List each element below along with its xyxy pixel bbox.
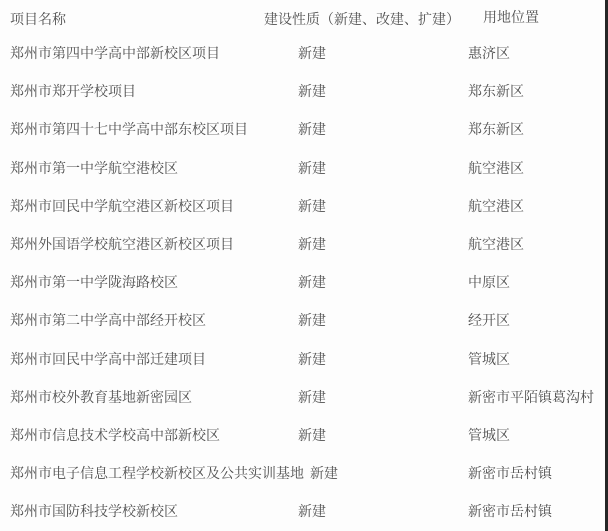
construction-nature-cell: 新建 [298, 312, 326, 329]
project-name-cell: 郑州外国语学校航空港区新校区项目 [10, 236, 234, 253]
project-name-cell: 郑州市第一中学陇海路校区 [10, 274, 178, 291]
land-location-cell: 郑东新区 [468, 121, 524, 138]
construction-nature-cell: 新建 [298, 45, 326, 62]
construction-nature-cell: 新建 [298, 159, 326, 176]
land-location-cell: 中原区 [468, 274, 510, 291]
table-header-row [0, 0, 605, 34]
table-row [0, 492, 605, 530]
table-row [0, 187, 605, 225]
construction-nature-cell: 新建 [298, 274, 326, 291]
column-header-project-name: 项目名称 [10, 11, 66, 27]
column-header-construction-nature: 建设性质（新建、改建、扩建） [264, 11, 460, 27]
land-location-cell: 航空港区 [468, 236, 524, 253]
land-location-cell: 航空港区 [468, 197, 524, 214]
project-name-cell: 郑州市第二中学高中部经开校区 [10, 312, 206, 329]
land-location-cell: 航空港区 [468, 159, 524, 176]
table-row [0, 378, 605, 416]
construction-nature-cell: 新建 [310, 465, 338, 482]
construction-nature-cell: 新建 [298, 388, 326, 405]
land-location-cell: 新密市岳村镇 [468, 465, 552, 482]
project-name-cell: 郑州市校外教育基地新密园区 [10, 388, 192, 405]
construction-nature-cell: 新建 [298, 83, 326, 100]
table-body [0, 34, 605, 530]
table-row [0, 225, 605, 263]
project-name-cell: 郑州市回民中学航空港区新校区项目 [10, 197, 234, 214]
table-row [0, 340, 605, 378]
table-row [0, 263, 605, 301]
land-location-cell: 新密市平陌镇葛沟村 [468, 388, 594, 405]
table-row [0, 34, 605, 72]
table-row [0, 301, 605, 339]
construction-nature-cell: 新建 [298, 121, 326, 138]
land-location-cell: 惠济区 [468, 45, 510, 62]
land-location-cell: 新密市岳村镇 [468, 503, 552, 520]
land-location-cell: 管城区 [468, 350, 510, 367]
project-name-cell: 郑州市第一中学航空港校区 [10, 159, 178, 176]
construction-nature-cell: 新建 [298, 197, 326, 214]
project-name-cell: 郑州市信息技术学校高中部新校区 [10, 426, 220, 443]
land-location-cell: 管城区 [468, 426, 510, 443]
table-row [0, 149, 605, 187]
project-name-cell: 郑州市第四十七中学高中部东校区项目 [10, 121, 248, 138]
project-name-cell: 郑州市回民中学高中部迁建项目 [10, 350, 206, 367]
project-name-cell: 郑州市第四中学高中部新校区项目 [10, 45, 220, 62]
table-row [0, 454, 605, 492]
construction-nature-cell: 新建 [298, 503, 326, 520]
project-name-cell: 郑州市国防科技学校新校区 [10, 503, 178, 520]
table-row [0, 110, 605, 148]
construction-nature-cell: 新建 [298, 426, 326, 443]
construction-nature-cell: 新建 [298, 236, 326, 253]
project-name-cell: 郑州市电子信息工程学校新校区及公共实训基地 [10, 465, 304, 482]
table-row [0, 416, 605, 454]
construction-nature-cell: 新建 [298, 350, 326, 367]
land-location-cell: 经开区 [468, 312, 510, 329]
table-row [0, 72, 605, 110]
column-header-land-location: 用地位置 [483, 9, 539, 25]
land-location-cell: 郑东新区 [468, 83, 524, 100]
project-name-cell: 郑州市郑开学校项目 [10, 83, 136, 100]
